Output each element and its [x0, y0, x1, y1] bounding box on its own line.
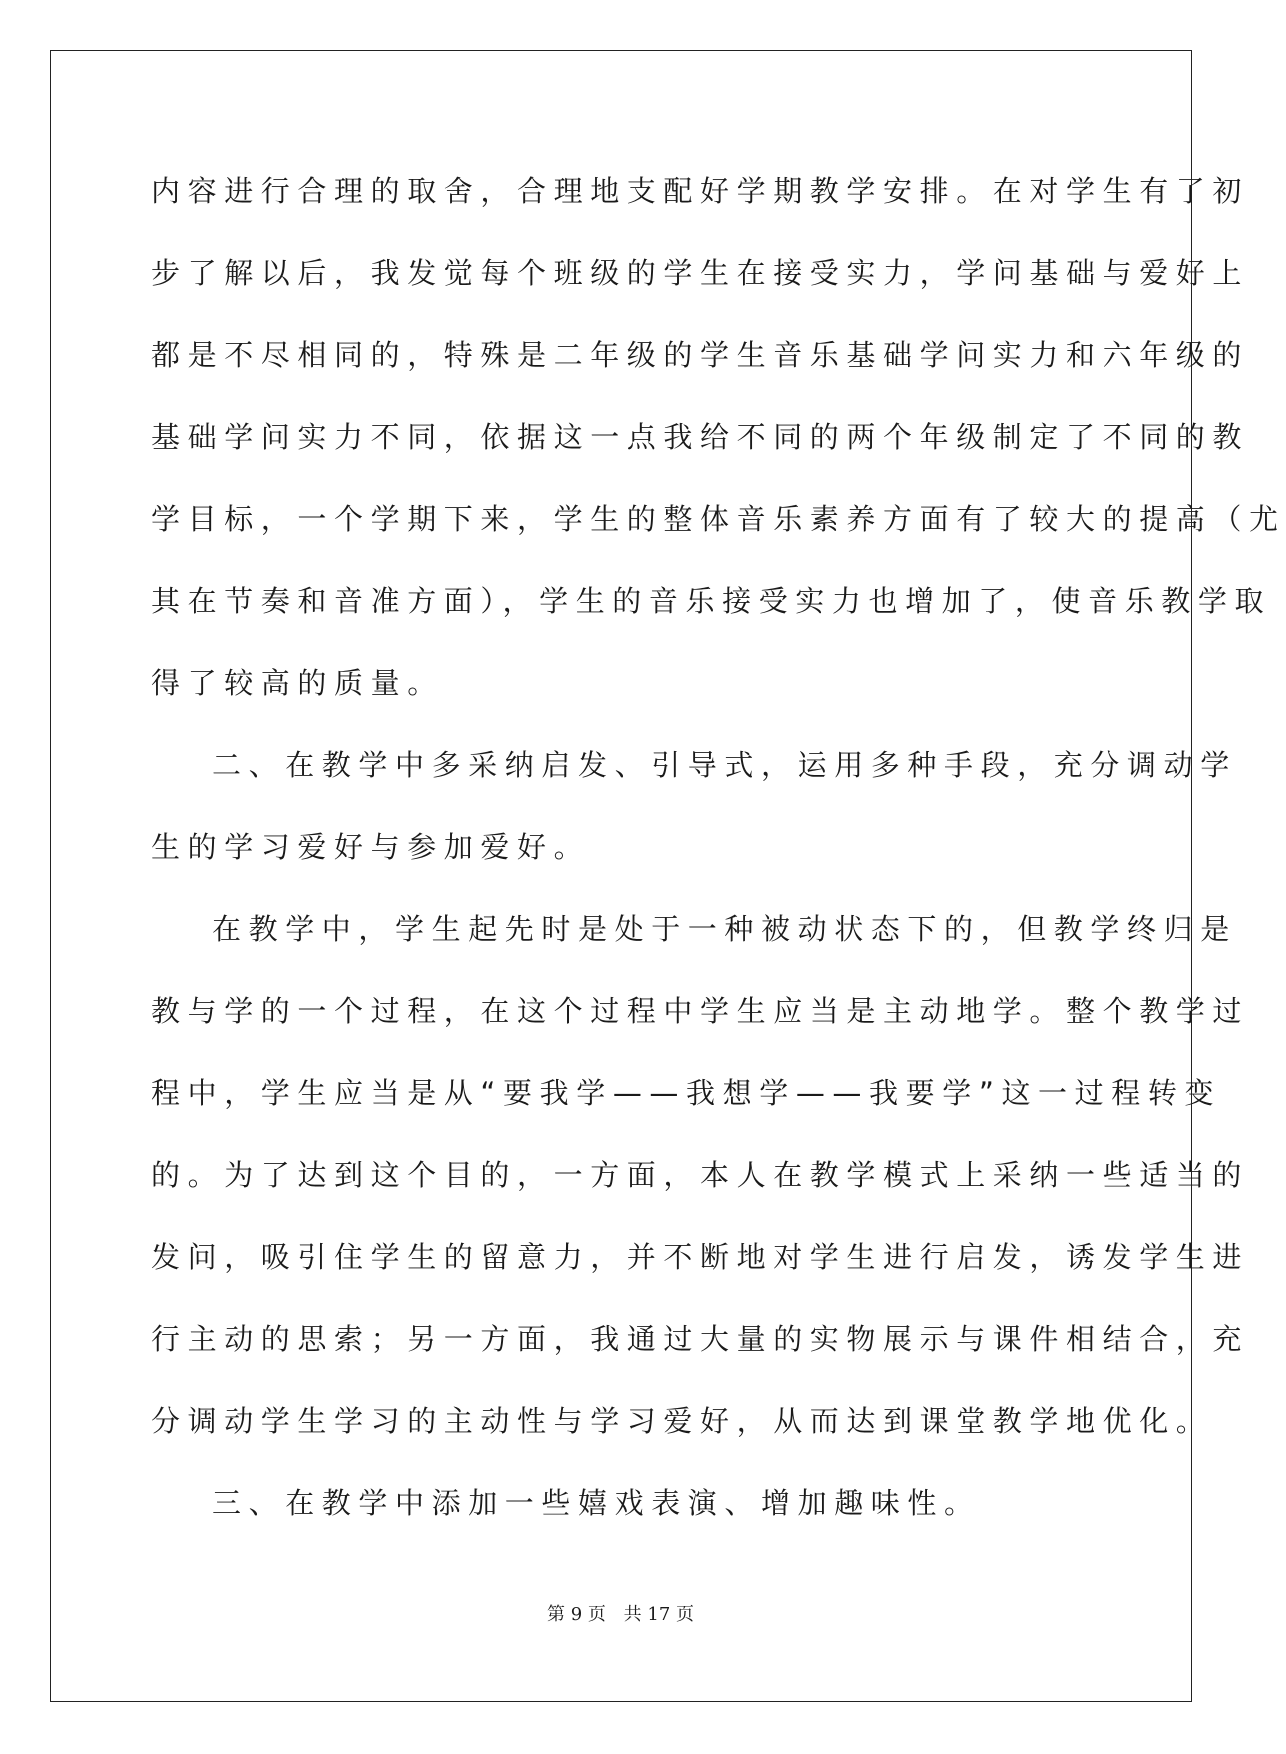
document-body	[151, 150, 1286, 1544]
page-footer	[0, 1600, 1241, 1626]
page-number-total: 共 17 页	[623, 1604, 694, 1625]
text-line: 发问，吸引住学生的留意力，并不断地对学生进行启发，诱发学生进	[151, 1240, 1250, 1274]
section-heading: 二、在教学中多采纳启发、引导式，运用多种手段，充分调动学	[212, 748, 1237, 782]
page-number-current: 第 9 页	[547, 1604, 606, 1625]
text-line: 分调动学生学习的主动性与学习爱好，从而达到课堂教学地优化。	[151, 1404, 1213, 1438]
text-line: 教与学的一个过程，在这个过程中学生应当是主动地学。整个教学过	[151, 994, 1250, 1028]
text-line: 的。为了达到这个目的，一方面，本人在教学模式上采纳一些适当的	[151, 1158, 1250, 1192]
text-line: 内容进行合理的取舍，合理地支配好学期教学安排。在对学生有了初	[151, 174, 1250, 208]
text-line: 学目标，一个学期下来，学生的整体音乐素养方面有了较大的提高（尤	[151, 502, 1286, 536]
text-line: 都是不尽相同的，特殊是二年级的学生音乐基础学问实力和六年级的	[151, 338, 1250, 372]
text-line: 基础学问实力不同，依据这一点我给不同的两个年级制定了不同的教	[151, 420, 1250, 454]
text-line: 生的学习爱好与参加爱好。	[151, 830, 591, 864]
section-heading: 三、在教学中添加一些嬉戏表演、增加趣味性。	[212, 1486, 981, 1520]
text-line: 其在节奏和音准方面），学生的音乐接受实力也增加了，使音乐教学取	[151, 584, 1272, 618]
text-line: 行主动的思索；另一方面，我通过大量的实物展示与课件相结合，充	[151, 1322, 1250, 1356]
text-line: 得了较高的质量。	[151, 666, 444, 700]
text-line: 步了解以后，我发觉每个班级的学生在接受实力，学问基础与爱好上	[151, 256, 1250, 290]
text-line: 程中，学生应当是从“要我学——我想学——我要学”这一过程转变	[151, 1076, 1222, 1110]
paragraph-start: 在教学中，学生起先时是处于一种被动状态下的，但教学终归是	[212, 912, 1237, 946]
